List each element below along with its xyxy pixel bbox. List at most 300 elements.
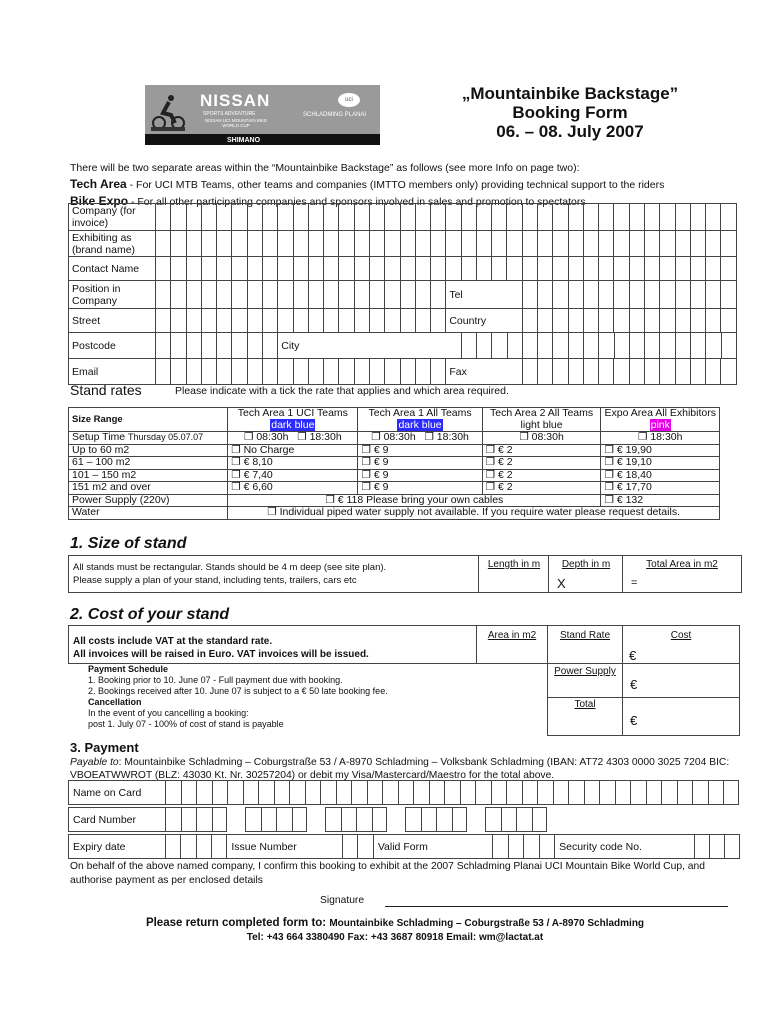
postcode-char-box[interactable]: [171, 333, 186, 358]
position-char-box[interactable]: [416, 281, 431, 308]
contact-char-box[interactable]: [721, 257, 736, 280]
position-char-box[interactable]: [385, 281, 400, 308]
postcode-char-box[interactable]: [660, 333, 675, 358]
postcode-char-box[interactable]: [538, 333, 553, 358]
street-char-box[interactable]: [324, 309, 339, 332]
street-char-box[interactable]: [232, 309, 247, 332]
company-char-box[interactable]: [232, 204, 247, 230]
name-on-card-char-box[interactable]: [568, 780, 584, 805]
contact-char-box[interactable]: [462, 257, 477, 280]
card-number-char-box[interactable]: [212, 807, 228, 832]
contact-char-box[interactable]: [630, 257, 645, 280]
exhibiting-char-box[interactable]: [278, 231, 293, 256]
card-number-char-box[interactable]: [292, 807, 308, 832]
rate-checkbox[interactable]: ❐ € 2: [482, 482, 601, 495]
exhibiting-char-box[interactable]: [370, 231, 385, 256]
exhibiting-char-box[interactable]: [401, 231, 416, 256]
email-char-box[interactable]: [416, 359, 431, 384]
total-cost-input[interactable]: €: [630, 713, 638, 728]
email-char-box[interactable]: [553, 359, 568, 384]
position-char-box[interactable]: [599, 281, 614, 308]
position-char-box[interactable]: [355, 281, 370, 308]
contact-char-box[interactable]: [446, 257, 461, 280]
rate-checkbox[interactable]: ❐ € 9: [358, 457, 482, 470]
expiry-char-box[interactable]: [709, 834, 724, 859]
card-number-char-box[interactable]: [261, 807, 277, 832]
email-char-box[interactable]: [676, 359, 691, 384]
name-on-card-char-box[interactable]: [460, 780, 476, 805]
name-on-card-char-box[interactable]: [212, 780, 228, 805]
name-on-card-char-box[interactable]: [289, 780, 305, 805]
email-char-box[interactable]: [217, 359, 232, 384]
length-input[interactable]: [479, 574, 547, 591]
position-char-box[interactable]: [232, 281, 247, 308]
card-number-char-box[interactable]: [485, 807, 501, 832]
name-on-card-char-box[interactable]: [258, 780, 274, 805]
position-char-box[interactable]: [431, 281, 446, 308]
company-char-box[interactable]: [401, 204, 416, 230]
email-char-box[interactable]: [232, 359, 247, 384]
contact-char-box[interactable]: [477, 257, 492, 280]
email-char-box[interactable]: [324, 359, 339, 384]
expiry-char-box[interactable]: [508, 834, 523, 859]
contact-char-box[interactable]: [401, 257, 416, 280]
contact-char-box[interactable]: [324, 257, 339, 280]
street-char-box[interactable]: [523, 309, 538, 332]
rate-checkbox[interactable]: ❐ € 2: [482, 457, 601, 470]
name-on-card-char-box[interactable]: [723, 780, 739, 805]
postcode-char-box[interactable]: [599, 333, 614, 358]
street-char-box[interactable]: [355, 309, 370, 332]
contact-char-box[interactable]: [584, 257, 599, 280]
email-char-box[interactable]: [431, 359, 446, 384]
position-char-box[interactable]: [569, 281, 584, 308]
contact-char-box[interactable]: [614, 257, 629, 280]
exhibiting-char-box[interactable]: [492, 231, 507, 256]
position-char-box[interactable]: [263, 281, 278, 308]
email-char-box[interactable]: [645, 359, 660, 384]
name-on-card-char-box[interactable]: [630, 780, 646, 805]
postcode-char-box[interactable]: [217, 333, 232, 358]
contact-char-box[interactable]: [523, 257, 538, 280]
street-char-box[interactable]: [263, 309, 278, 332]
company-char-box[interactable]: [156, 204, 171, 230]
contact-char-box[interactable]: [370, 257, 385, 280]
postcode-char-box[interactable]: [248, 333, 263, 358]
position-char-box[interactable]: [721, 281, 736, 308]
company-char-box[interactable]: [248, 204, 263, 230]
water-checkbox[interactable]: ❐ Individual piped water supply not available. If you require water please request details.: [228, 507, 720, 520]
contact-char-box[interactable]: [569, 257, 584, 280]
street-char-box[interactable]: [706, 309, 721, 332]
setup-checkbox[interactable]: 18:30h: [309, 431, 342, 443]
email-char-box[interactable]: [355, 359, 370, 384]
rate-checkbox[interactable]: ❐ € 19,10: [601, 457, 720, 470]
street-char-box[interactable]: [553, 309, 568, 332]
name-on-card-char-box[interactable]: [615, 780, 631, 805]
company-char-box[interactable]: [171, 204, 186, 230]
card-number-char-box[interactable]: [356, 807, 372, 832]
postcode-char-box[interactable]: [615, 333, 630, 358]
name-on-card-char-box[interactable]: [584, 780, 600, 805]
company-char-box[interactable]: [339, 204, 354, 230]
postcode-char-box[interactable]: [492, 333, 507, 358]
company-char-box[interactable]: [278, 204, 293, 230]
position-char-box[interactable]: [691, 281, 706, 308]
postcode-char-box[interactable]: [523, 333, 538, 358]
email-char-box[interactable]: [156, 359, 171, 384]
company-char-box[interactable]: [370, 204, 385, 230]
signature-line[interactable]: [385, 906, 728, 907]
street-char-box[interactable]: [156, 309, 171, 332]
postcode-char-box[interactable]: [706, 333, 721, 358]
power-tech-checkbox[interactable]: ❐ € 118 Please bring your own cables: [228, 494, 601, 507]
street-char-box[interactable]: [202, 309, 217, 332]
rate-checkbox[interactable]: ❐ € 18,40: [601, 469, 720, 482]
name-on-card-char-box[interactable]: [522, 780, 538, 805]
company-char-box[interactable]: [569, 204, 584, 230]
setup-checkbox[interactable]: 18:30h: [650, 431, 683, 443]
exhibiting-char-box[interactable]: [614, 231, 629, 256]
email-char-box[interactable]: [614, 359, 629, 384]
contact-char-box[interactable]: [645, 257, 660, 280]
name-on-card-char-box[interactable]: [398, 780, 414, 805]
company-char-box[interactable]: [202, 204, 217, 230]
email-char-box[interactable]: [339, 359, 354, 384]
postcode-char-box[interactable]: [722, 333, 737, 358]
exhibiting-char-box[interactable]: [431, 231, 446, 256]
name-on-card-char-box[interactable]: [506, 780, 522, 805]
name-on-card-char-box[interactable]: [599, 780, 615, 805]
exhibiting-char-box[interactable]: [507, 231, 522, 256]
name-on-card-char-box[interactable]: [553, 780, 569, 805]
email-char-box[interactable]: [263, 359, 278, 384]
rate-checkbox[interactable]: ❐ € 9: [358, 482, 482, 495]
contact-char-box[interactable]: [232, 257, 247, 280]
expiry-char-box[interactable]: [523, 834, 538, 859]
exhibiting-char-box[interactable]: [645, 231, 660, 256]
street-char-box[interactable]: [691, 309, 706, 332]
exhibiting-char-box[interactable]: [462, 231, 477, 256]
email-char-box[interactable]: [401, 359, 416, 384]
expiry-char-box[interactable]: [724, 834, 739, 859]
street-char-box[interactable]: [599, 309, 614, 332]
contact-char-box[interactable]: [263, 257, 278, 280]
position-char-box[interactable]: [171, 281, 186, 308]
exhibiting-char-box[interactable]: [630, 231, 645, 256]
power-cost-input[interactable]: €: [630, 677, 638, 692]
email-char-box[interactable]: [523, 359, 538, 384]
contact-char-box[interactable]: [202, 257, 217, 280]
postcode-char-box[interactable]: [569, 333, 584, 358]
name-on-card-char-box[interactable]: [181, 780, 197, 805]
contact-char-box[interactable]: [278, 257, 293, 280]
exhibiting-char-box[interactable]: [523, 231, 538, 256]
name-on-card-char-box[interactable]: [475, 780, 491, 805]
position-char-box[interactable]: [538, 281, 553, 308]
company-char-box[interactable]: [416, 204, 431, 230]
street-char-box[interactable]: [370, 309, 385, 332]
contact-char-box[interactable]: [538, 257, 553, 280]
name-on-card-char-box[interactable]: [367, 780, 383, 805]
postcode-char-box[interactable]: [232, 333, 247, 358]
exhibiting-char-box[interactable]: [660, 231, 675, 256]
email-char-box[interactable]: [630, 359, 645, 384]
expiry-char-box[interactable]: [342, 834, 357, 859]
card-number-char-box[interactable]: [532, 807, 548, 832]
company-char-box[interactable]: [355, 204, 370, 230]
postcode-char-box[interactable]: [645, 333, 660, 358]
position-char-box[interactable]: [248, 281, 263, 308]
name-on-card-char-box[interactable]: [444, 780, 460, 805]
expiry-char-box[interactable]: [180, 834, 195, 859]
cost-input[interactable]: €: [629, 648, 637, 663]
exhibiting-char-box[interactable]: [232, 231, 247, 256]
position-char-box[interactable]: [202, 281, 217, 308]
company-char-box[interactable]: [263, 204, 278, 230]
exhibiting-char-box[interactable]: [156, 231, 171, 256]
exhibiting-char-box[interactable]: [248, 231, 263, 256]
name-on-card-char-box[interactable]: [336, 780, 352, 805]
position-char-box[interactable]: [339, 281, 354, 308]
street-char-box[interactable]: [339, 309, 354, 332]
name-on-card-char-box[interactable]: [708, 780, 724, 805]
exhibiting-char-box[interactable]: [538, 231, 553, 256]
postcode-char-box[interactable]: [553, 333, 568, 358]
name-on-card-char-box[interactable]: [692, 780, 708, 805]
exhibiting-char-box[interactable]: [691, 231, 706, 256]
total-area-input[interactable]: [641, 574, 739, 591]
rate-checkbox[interactable]: ❐ € 6,60: [228, 482, 358, 495]
exhibiting-char-box[interactable]: [676, 231, 691, 256]
card-number-char-box[interactable]: [516, 807, 532, 832]
exhibiting-char-box[interactable]: [446, 231, 461, 256]
postcode-char-box[interactable]: [477, 333, 492, 358]
exhibiting-char-box[interactable]: [187, 231, 202, 256]
expiry-char-box[interactable]: [211, 834, 226, 859]
position-char-box[interactable]: [706, 281, 721, 308]
email-char-box[interactable]: [584, 359, 599, 384]
street-char-box[interactable]: [569, 309, 584, 332]
name-on-card-char-box[interactable]: [382, 780, 398, 805]
contact-char-box[interactable]: [187, 257, 202, 280]
expiry-char-box[interactable]: [357, 834, 372, 859]
contact-char-box[interactable]: [385, 257, 400, 280]
company-char-box[interactable]: [553, 204, 568, 230]
exhibiting-char-box[interactable]: [416, 231, 431, 256]
card-number-char-box[interactable]: [196, 807, 212, 832]
postcode-char-box[interactable]: [187, 333, 202, 358]
setup-checkbox[interactable]: 08:30h: [256, 431, 289, 443]
setup-checkbox[interactable]: 08:30h: [531, 431, 564, 443]
name-on-card-char-box[interactable]: [429, 780, 445, 805]
exhibiting-char-box[interactable]: [584, 231, 599, 256]
email-char-box[interactable]: [569, 359, 584, 384]
position-char-box[interactable]: [401, 281, 416, 308]
card-number-char-box[interactable]: [436, 807, 452, 832]
street-char-box[interactable]: [431, 309, 446, 332]
street-char-box[interactable]: [294, 309, 309, 332]
email-char-box[interactable]: [187, 359, 202, 384]
company-char-box[interactable]: [676, 204, 691, 230]
email-char-box[interactable]: [309, 359, 324, 384]
expiry-char-box[interactable]: [492, 834, 507, 859]
contact-char-box[interactable]: [507, 257, 522, 280]
position-char-box[interactable]: [370, 281, 385, 308]
exhibiting-char-box[interactable]: [294, 231, 309, 256]
card-number-char-box[interactable]: [501, 807, 517, 832]
exhibiting-char-box[interactable]: [217, 231, 232, 256]
expiry-char-box[interactable]: [196, 834, 211, 859]
contact-char-box[interactable]: [171, 257, 186, 280]
exhibiting-char-box[interactable]: [599, 231, 614, 256]
company-char-box[interactable]: [431, 204, 446, 230]
contact-char-box[interactable]: [599, 257, 614, 280]
postcode-char-box[interactable]: [508, 333, 523, 358]
position-char-box[interactable]: [523, 281, 538, 308]
company-char-box[interactable]: [599, 204, 614, 230]
exhibiting-char-box[interactable]: [324, 231, 339, 256]
exhibiting-char-box[interactable]: [339, 231, 354, 256]
position-char-box[interactable]: [614, 281, 629, 308]
company-char-box[interactable]: [538, 204, 553, 230]
contact-char-box[interactable]: [156, 257, 171, 280]
company-char-box[interactable]: [691, 204, 706, 230]
rate-checkbox[interactable]: ❐ € 8,10: [228, 457, 358, 470]
street-char-box[interactable]: [416, 309, 431, 332]
contact-char-box[interactable]: [660, 257, 675, 280]
street-char-box[interactable]: [614, 309, 629, 332]
company-char-box[interactable]: [217, 204, 232, 230]
position-char-box[interactable]: [294, 281, 309, 308]
rate-checkbox[interactable]: ❐ € 17,70: [601, 482, 720, 495]
exhibiting-char-box[interactable]: [477, 231, 492, 256]
exhibiting-char-box[interactable]: [385, 231, 400, 256]
company-char-box[interactable]: [446, 204, 461, 230]
company-char-box[interactable]: [630, 204, 645, 230]
street-char-box[interactable]: [645, 309, 660, 332]
depth-input[interactable]: [569, 574, 621, 591]
contact-char-box[interactable]: [431, 257, 446, 280]
expiry-char-box[interactable]: [694, 834, 709, 859]
name-on-card-char-box[interactable]: [320, 780, 336, 805]
name-on-card-char-box[interactable]: [491, 780, 507, 805]
contact-char-box[interactable]: [355, 257, 370, 280]
contact-char-box[interactable]: [706, 257, 721, 280]
company-char-box[interactable]: [324, 204, 339, 230]
street-char-box[interactable]: [584, 309, 599, 332]
contact-char-box[interactable]: [676, 257, 691, 280]
company-char-box[interactable]: [706, 204, 721, 230]
company-char-box[interactable]: [492, 204, 507, 230]
rate-checkbox[interactable]: ❐ € 2: [482, 444, 601, 457]
street-char-box[interactable]: [660, 309, 675, 332]
email-char-box[interactable]: [721, 359, 736, 384]
postcode-char-box[interactable]: [691, 333, 706, 358]
exhibiting-char-box[interactable]: [355, 231, 370, 256]
email-char-box[interactable]: [202, 359, 217, 384]
company-char-box[interactable]: [477, 204, 492, 230]
name-on-card-char-box[interactable]: [274, 780, 290, 805]
company-char-box[interactable]: [309, 204, 324, 230]
street-char-box[interactable]: [309, 309, 324, 332]
contact-char-box[interactable]: [553, 257, 568, 280]
company-char-box[interactable]: [385, 204, 400, 230]
position-char-box[interactable]: [309, 281, 324, 308]
email-char-box[interactable]: [660, 359, 675, 384]
name-on-card-char-box[interactable]: [196, 780, 212, 805]
rate-checkbox[interactable]: ❐ € 19,90: [601, 444, 720, 457]
street-char-box[interactable]: [721, 309, 736, 332]
email-char-box[interactable]: [706, 359, 721, 384]
rate-checkbox[interactable]: ❐ No Charge: [228, 444, 358, 457]
position-char-box[interactable]: [278, 281, 293, 308]
card-number-char-box[interactable]: [372, 807, 388, 832]
email-char-box[interactable]: [278, 359, 293, 384]
card-number-char-box[interactable]: [245, 807, 261, 832]
email-char-box[interactable]: [538, 359, 553, 384]
street-char-box[interactable]: [248, 309, 263, 332]
position-char-box[interactable]: [156, 281, 171, 308]
name-on-card-char-box[interactable]: [677, 780, 693, 805]
postcode-char-box[interactable]: [156, 333, 171, 358]
card-number-char-box[interactable]: [421, 807, 437, 832]
company-char-box[interactable]: [660, 204, 675, 230]
name-on-card-char-box[interactable]: [305, 780, 321, 805]
postcode-char-box[interactable]: [263, 333, 278, 358]
position-char-box[interactable]: [553, 281, 568, 308]
company-char-box[interactable]: [721, 204, 736, 230]
power-expo-checkbox[interactable]: ❐ € 132: [601, 494, 720, 507]
rate-checkbox[interactable]: ❐ € 2: [482, 469, 601, 482]
setup-checkbox[interactable]: 08:30h: [383, 431, 416, 443]
card-number-char-box[interactable]: [276, 807, 292, 832]
email-char-box[interactable]: [248, 359, 263, 384]
exhibiting-char-box[interactable]: [263, 231, 278, 256]
position-char-box[interactable]: [187, 281, 202, 308]
postcode-char-box[interactable]: [202, 333, 217, 358]
rate-checkbox[interactable]: ❐ € 9: [358, 469, 482, 482]
company-char-box[interactable]: [462, 204, 477, 230]
card-number-char-box[interactable]: [405, 807, 421, 832]
name-on-card-char-box[interactable]: [243, 780, 259, 805]
contact-char-box[interactable]: [492, 257, 507, 280]
name-on-card-char-box[interactable]: [661, 780, 677, 805]
company-char-box[interactable]: [294, 204, 309, 230]
email-char-box[interactable]: [370, 359, 385, 384]
street-char-box[interactable]: [171, 309, 186, 332]
setup-checkbox[interactable]: 18:30h: [436, 431, 469, 443]
name-on-card-char-box[interactable]: [413, 780, 429, 805]
position-char-box[interactable]: [630, 281, 645, 308]
exhibiting-char-box[interactable]: [309, 231, 324, 256]
name-on-card-char-box[interactable]: [165, 780, 181, 805]
company-char-box[interactable]: [523, 204, 538, 230]
email-char-box[interactable]: [385, 359, 400, 384]
street-char-box[interactable]: [217, 309, 232, 332]
postcode-char-box[interactable]: [630, 333, 645, 358]
company-char-box[interactable]: [507, 204, 522, 230]
card-number-char-box[interactable]: [181, 807, 197, 832]
rate-checkbox[interactable]: ❐ € 7,40: [228, 469, 358, 482]
card-number-char-box[interactable]: [452, 807, 468, 832]
postcode-char-box[interactable]: [584, 333, 599, 358]
company-char-box[interactable]: [584, 204, 599, 230]
name-on-card-char-box[interactable]: [537, 780, 553, 805]
contact-char-box[interactable]: [294, 257, 309, 280]
position-char-box[interactable]: [676, 281, 691, 308]
street-char-box[interactable]: [630, 309, 645, 332]
